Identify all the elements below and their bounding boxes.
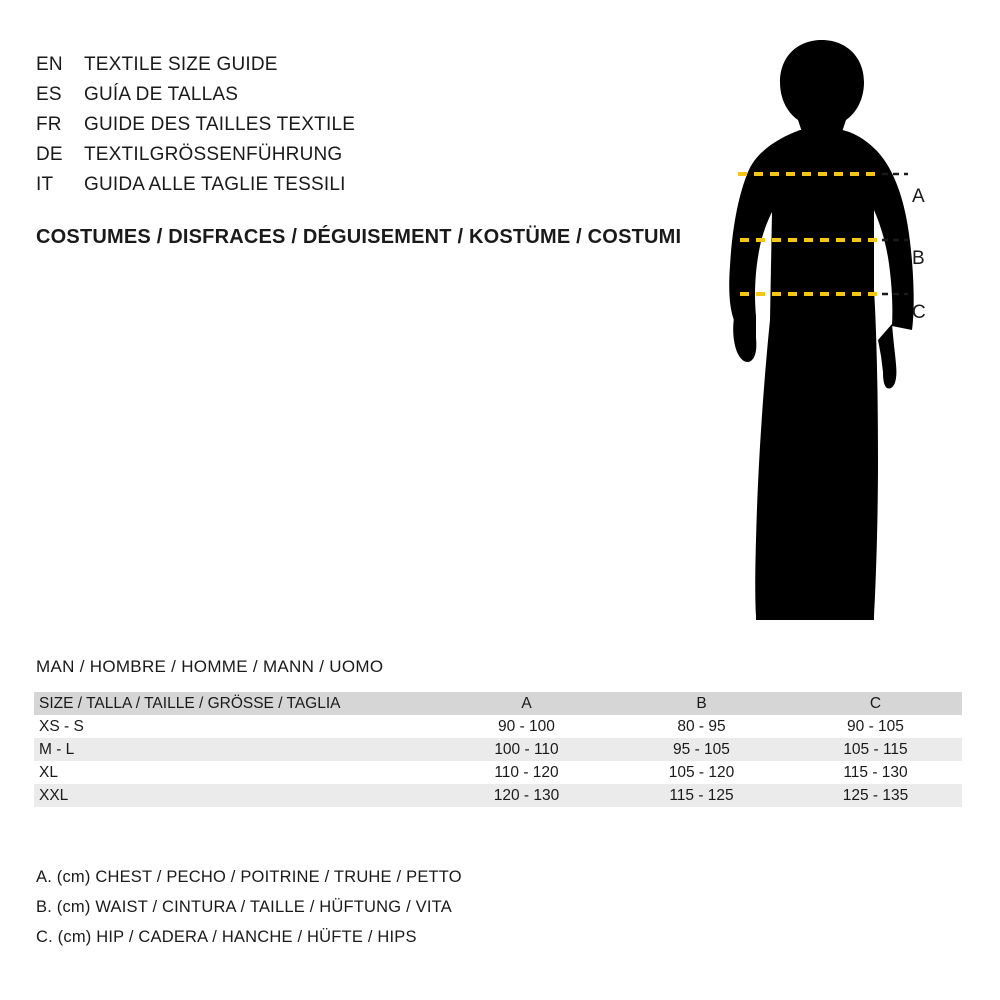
- language-code: EN: [36, 54, 63, 75]
- table-header-cell: SIZE / TALLA / TAILLE / GRÖSSE / TAGLIA: [39, 694, 341, 712]
- language-code: DE: [36, 144, 63, 165]
- body-silhouette-icon: [660, 20, 980, 630]
- legend-line-b: B. (cm) WAIST / CINTURA / TAILLE / HÜFTUNG / VITA: [36, 898, 452, 916]
- language-row: [36, 80, 656, 110]
- table-header-cell: C: [869, 694, 882, 712]
- size-table: [34, 692, 962, 807]
- table-cell-b: 115 - 125: [669, 786, 734, 804]
- language-list: [36, 50, 656, 200]
- table-cell-a: 110 - 120: [494, 763, 559, 781]
- table-cell-b: 95 - 105: [673, 740, 730, 758]
- measure-label-c: C: [912, 302, 927, 323]
- language-code: ES: [36, 84, 62, 105]
- table-cell-c: 105 - 115: [843, 740, 908, 758]
- table-title: MAN / HOMBRE / HOMME / MANN / UOMO: [36, 657, 384, 676]
- table-cell-b: 80 - 95: [677, 717, 726, 735]
- table-row: [34, 784, 962, 807]
- costumes-heading: COSTUMES / DISFRACES / DÉGUISEMENT / KOSTÜME / COSTUMI: [36, 226, 682, 248]
- language-label: TEXTILGRÖSSENFÜHRUNG: [84, 144, 343, 165]
- language-row: [36, 170, 656, 200]
- table-cell-a: 100 - 110: [494, 740, 559, 758]
- table-cell-size: XXL: [39, 786, 69, 804]
- figure-illustration: [660, 20, 980, 630]
- table-cell-c: 115 - 130: [843, 763, 908, 781]
- legend-line-a: A. (cm) CHEST / PECHO / POITRINE / TRUHE / PETTO: [36, 868, 462, 886]
- language-code: FR: [36, 114, 62, 135]
- table-row: [34, 761, 962, 784]
- table-header-cell: A: [521, 694, 532, 712]
- legend-line-c: C. (cm) HIP / CADERA / HANCHE / HÜFTE / HIPS: [36, 928, 417, 946]
- measure-label-b: B: [912, 248, 925, 269]
- language-row: [36, 140, 656, 170]
- language-row: [36, 110, 656, 140]
- language-label: TEXTILE SIZE GUIDE: [84, 54, 278, 75]
- table-cell-c: 125 - 135: [842, 786, 909, 804]
- measure-label-a: A: [912, 186, 925, 207]
- language-code: IT: [36, 174, 54, 195]
- table-cell-a: 90 - 100: [498, 717, 555, 735]
- table-cell-c: 90 - 105: [847, 717, 904, 735]
- measurement-legend: [36, 862, 462, 952]
- table-cell-a: 120 - 130: [493, 786, 560, 804]
- table-header-cell: B: [696, 694, 707, 712]
- language-label: GUÍA DE TALLAS: [84, 84, 239, 105]
- table-cell-size: XL: [39, 763, 58, 781]
- table-header-row: [34, 692, 962, 715]
- language-label: GUIDA ALLE TAGLIE TESSILI: [84, 174, 346, 195]
- table-cell-size: M - L: [39, 740, 75, 758]
- table-cell-b: 105 - 120: [668, 763, 735, 781]
- table-row: [34, 715, 962, 738]
- language-label: GUIDE DES TAILLES TEXTILE: [84, 114, 356, 135]
- language-row: [36, 50, 656, 80]
- table-row: [34, 738, 962, 761]
- table-cell-size: XS - S: [39, 717, 84, 735]
